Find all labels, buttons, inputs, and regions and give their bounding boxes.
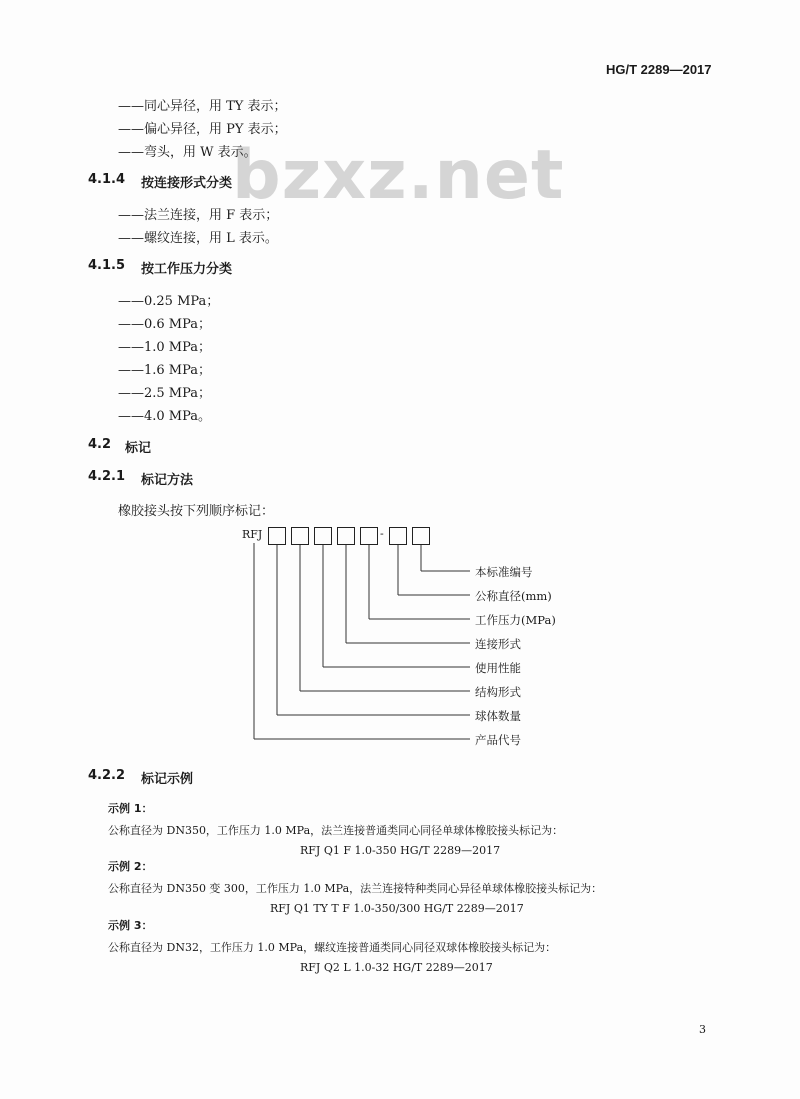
example-text: 公称直径为 DN350 变 300，工作压力 1.0 MPa，法兰连接特种类同心异径单球体橡胶接头标记为： — [108, 882, 603, 895]
diagram-label: 工作压力(MPa) — [475, 613, 556, 627]
diagram-label: 结构形式 — [475, 685, 521, 699]
diagram-dash: - — [380, 527, 384, 540]
section-number: 4.1.5 — [88, 258, 126, 273]
section-number: 4.1.4 — [88, 172, 126, 187]
example-label: 示例 1： — [108, 802, 153, 815]
section-number: 4.2.1 — [88, 469, 126, 484]
example-code: RFJ Q2 L 1.0-32 HG/T 2289—2017 — [300, 961, 493, 974]
diagram-label: 连接形式 — [475, 637, 521, 651]
list-item: ——同心异径，用 TY 表示； — [118, 99, 287, 114]
section-heading: 标记 — [125, 441, 152, 456]
section-heading: 标记方法 — [141, 473, 194, 488]
section-number: 4.2 — [88, 437, 112, 452]
list-item: ——0.25 MPa； — [118, 294, 220, 309]
list-item: ——1.0 MPa； — [118, 340, 212, 355]
diagram-label: 公称直径(mm) — [475, 589, 552, 603]
document-code: HG/T 2289—2017 — [606, 62, 712, 77]
diagram-label: 使用性能 — [475, 661, 521, 675]
diagram-label: 球体数量 — [475, 709, 521, 723]
diagram-prefix: RFJ — [242, 528, 263, 541]
list-item: ——偏心异径，用 PY 表示； — [118, 122, 287, 137]
diagram-label: 本标准编号 — [475, 565, 533, 579]
section-heading: 按连接形式分类 — [141, 176, 233, 191]
section-heading: 按工作压力分类 — [141, 262, 233, 277]
list-item: ——弯头，用 W 表示。 — [118, 145, 257, 160]
list-item: ——0.6 MPa； — [118, 317, 212, 332]
example-code: RFJ Q1 F 1.0-350 HG/T 2289—2017 — [300, 844, 501, 857]
example-code: RFJ Q1 TY T F 1.0-350/300 HG/T 2289—2017 — [270, 902, 524, 915]
diagram-label: 产品代号 — [475, 733, 521, 747]
list-item: ——法兰连接，用 F 表示； — [118, 208, 279, 223]
page-number: 3 — [699, 1023, 706, 1036]
list-item: ——2.5 MPa； — [118, 386, 212, 401]
section-number: 4.2.2 — [88, 768, 126, 783]
list-item: ——1.6 MPa； — [118, 363, 212, 378]
watermark: bzxz.net — [232, 136, 565, 215]
example-label: 示例 3： — [108, 919, 153, 932]
section-heading: 标记示例 — [141, 772, 194, 787]
paragraph: 橡胶接头按下列顺序标记： — [118, 504, 275, 519]
example-label: 示例 2： — [108, 860, 153, 873]
list-item: ——4.0 MPa。 — [118, 409, 212, 424]
example-text: 公称直径为 DN32，工作压力 1.0 MPa，螺纹连接普通类同心同径双球体橡胶接头标记为： — [108, 941, 557, 954]
example-text: 公称直径为 DN350，工作压力 1.0 MPa，法兰连接普通类同心同径单球体橡胶接头标记为： — [108, 824, 564, 837]
list-item: ——螺纹连接，用 L 表示。 — [118, 231, 278, 246]
